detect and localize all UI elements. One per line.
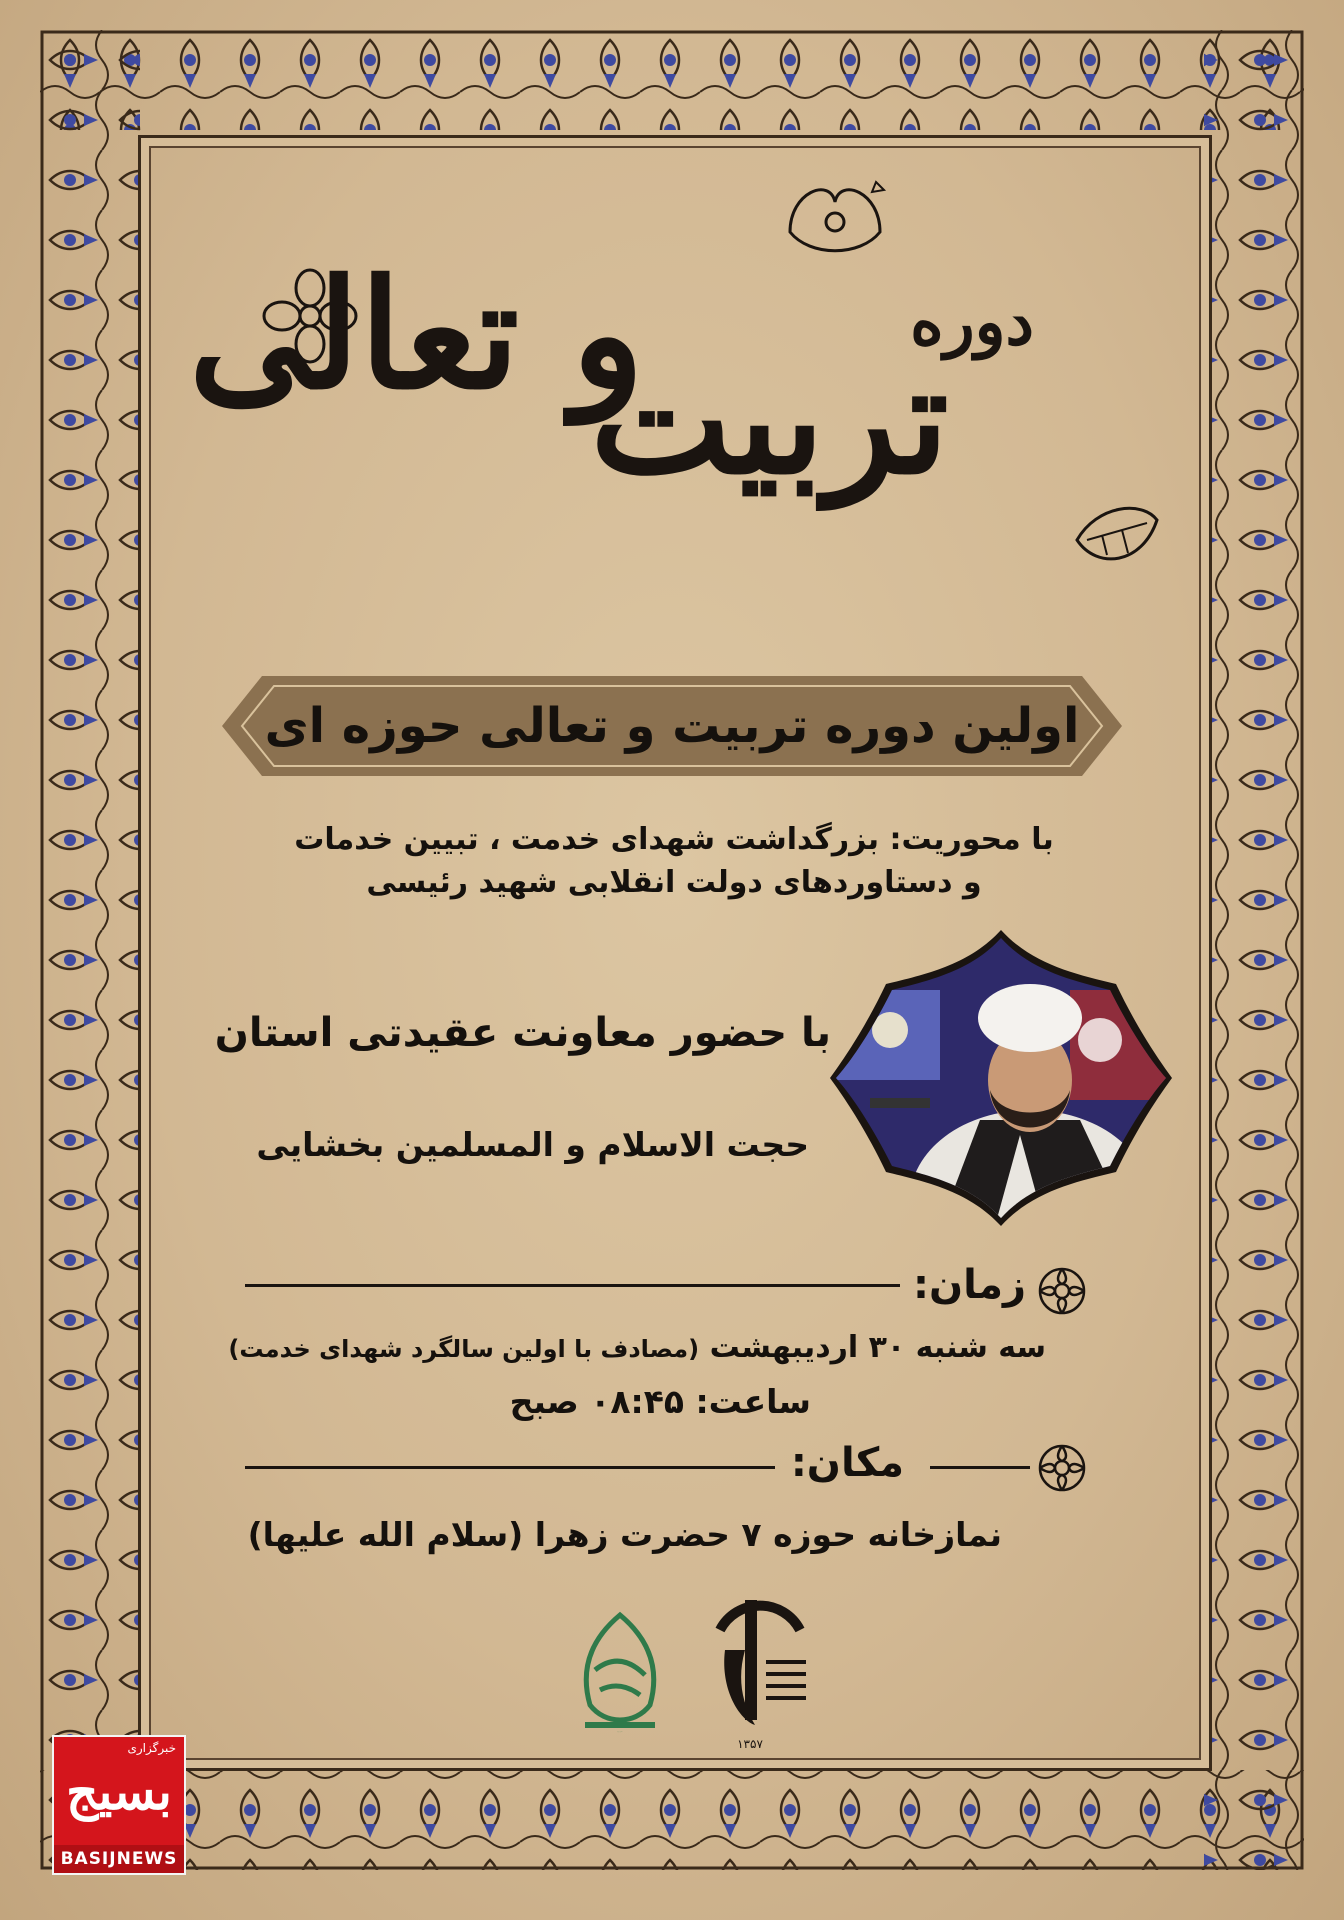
title-small: دوره bbox=[910, 285, 1034, 360]
rosette-icon bbox=[1036, 1265, 1088, 1317]
speaker-name: حجت الاسلام و المسلمین بخشایی bbox=[256, 1125, 809, 1164]
hazrat-zahra-logo-text: حضرت زهرا bbox=[617, 1732, 623, 1733]
title-main-part2: و تعالی bbox=[188, 247, 644, 423]
place-divider-left bbox=[245, 1466, 775, 1469]
place-address: نمازخانه حوزه ۷ حضرت زهرا (سلام الله علیها) bbox=[247, 1515, 1002, 1554]
focus-text bbox=[284, 818, 1064, 904]
sepah-logo bbox=[700, 1590, 815, 1755]
date-note: (مصادف با اولین سالگرد شهدای خدمت) bbox=[228, 1335, 700, 1363]
rosette-icon bbox=[1036, 1442, 1088, 1494]
title-main-part1: تربیت bbox=[590, 332, 949, 508]
hour-line: ساعت: ۰۸:۴۵ صبح bbox=[509, 1382, 811, 1421]
presence-text: با حضور معاونت عقیدتی استان bbox=[214, 1010, 831, 1056]
speaker-photo bbox=[830, 930, 1172, 1226]
date-line bbox=[228, 1330, 1046, 1365]
sepah-year: ۱۳۵۷ bbox=[737, 1737, 763, 1751]
news-badge-logo: بسیج bbox=[66, 1761, 172, 1821]
place-divider-right bbox=[930, 1466, 1030, 1469]
place-heading: مکان: bbox=[790, 1440, 904, 1486]
news-badge-subtitle: خبرگزاری bbox=[127, 1741, 176, 1755]
banner-text: اولین دوره تربیت و تعالی حوزه ای bbox=[264, 698, 1080, 754]
focus-line-2: و دستاوردهای دولت انقلابی شهید رئیسی bbox=[366, 865, 982, 900]
leaf-doodle-icon bbox=[1072, 495, 1162, 575]
news-badge-caption: BASIJNEWS bbox=[54, 1845, 184, 1873]
leaf-doodle-icon bbox=[780, 172, 890, 262]
date-text: سه شنبه ۳۰ اردیبهشت bbox=[709, 1330, 1046, 1365]
time-heading: زمان: bbox=[913, 1262, 1026, 1308]
basij-news-badge bbox=[52, 1735, 186, 1875]
time-divider bbox=[245, 1284, 900, 1287]
hazrat-zahra-logo bbox=[565, 1610, 675, 1735]
focus-line-1: با محوریت: بزرگداشت شهدای خدمت ، تبیین خدمات bbox=[294, 822, 1054, 857]
